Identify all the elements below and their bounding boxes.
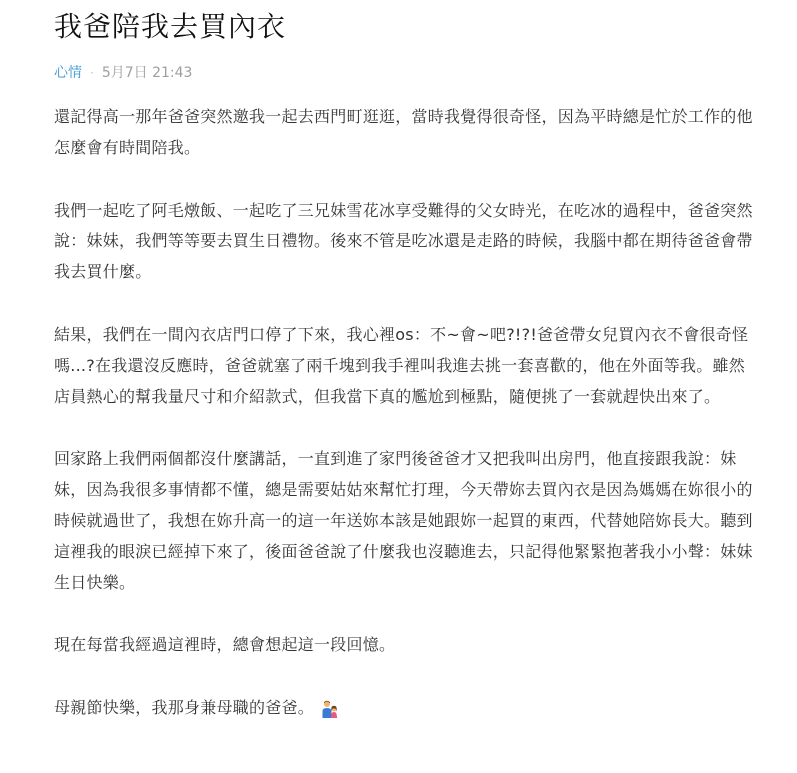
article: [54, 0, 754, 724]
paragraph-4: 回家路上我們兩個都沒什麼講話，一直到進了家門後爸爸才又把我叫出房門，他直接跟我說：妹妹，因為我很多事情都不懂，總是需要姑姑來幫忙打理，今天帶妳去買內衣是因為媽媽在妳很小的時候就過世了，我想在妳升高一的這一年送妳本該是她跟妳一起買的東西，代替她陪妳長大。聽到這裡我的眼淚已經掉下來了，後面爸爸說了什麼我也沒聽進去，只記得他緊緊抱著我小小聲：妹妹生日快樂。: [54, 449, 753, 592]
paragraph-1: 還記得高一那年爸爸突然邀我一起去西門町逛逛，當時我覺得很奇怪，因為平時總是忙於工作的他怎麼會有時間陪我。: [54, 107, 753, 157]
article-content: [54, 102, 754, 724]
paragraph-3: 結果，我們在一間內衣店門口停了下來，我心裡os：不~會~吧?!?!爸爸帶女兒買內衣不會很奇怪嗎...?在我還沒反應時，爸爸就塞了兩千塊到我手裡叫我進去挑一套喜歡的，他在外面等我。雖然店員熱心的幫我量尺寸和介紹款式，但我當下真的尷尬到極點，隨便挑了一套就趕快出來了。: [54, 324, 749, 406]
post-date: 5月7日 21:43: [101, 65, 193, 81]
family-man-girl-icon: [320, 699, 340, 719]
article-meta: [54, 62, 754, 84]
article-title: 我爸陪我去買內衣: [54, 10, 287, 43]
paragraph-2: 我們一起吃了阿毛燉飯、一起吃了三兄妹雪花冰享受難得的父女時光，在吃冰的過程中，爸爸突然說：妹妹，我們等等要去買生日禮物。後來不管是吃冰還是走路的時候，我腦中都在期待爸爸會帶我去買什麼。: [54, 200, 753, 282]
paragraph-5: 現在每當我經過這裡時，總會想起這一段回憶。: [54, 635, 396, 655]
paragraph-6-text: 母親節快樂，我那身兼母職的爸爸。: [54, 698, 315, 718]
paragraph-6: [54, 693, 754, 724]
category-link[interactable]: 心情: [54, 65, 82, 81]
meta-separator: ·: [90, 66, 94, 80]
